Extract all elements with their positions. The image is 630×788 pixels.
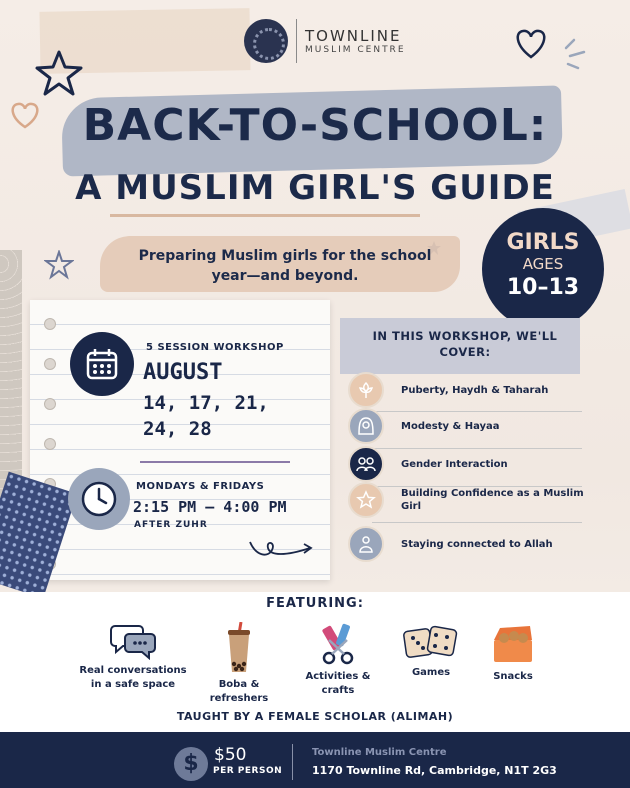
hijab-icon [348, 408, 384, 444]
star-doodle-icon [34, 48, 84, 98]
time-range: 2:15 PM – 4:00 PM [133, 498, 287, 516]
topic-item [348, 408, 588, 444]
people-icon [348, 446, 384, 482]
age-badge [482, 208, 604, 330]
star-icon [348, 482, 384, 518]
footer-divider [292, 744, 293, 780]
session-count: 5 SESSION WORKSHOP [146, 342, 284, 353]
topic-item [348, 372, 588, 408]
topic-item [348, 526, 588, 562]
topic-label: Building Confidence as a Muslim Girl [401, 488, 584, 512]
logo-emblem-icon [244, 19, 288, 63]
feature-item [396, 622, 466, 680]
footer-bar [0, 732, 630, 788]
weekdays: MONDAYS & FRIDAYS [136, 481, 265, 492]
address: 1170 Townline Rd, Cambridge, N1T 2G3 [312, 764, 557, 777]
curly-arrow-icon [246, 532, 316, 560]
month: AUGUST [143, 360, 223, 385]
title-underline [110, 214, 420, 217]
feature-label: Games [411, 667, 451, 678]
snack-box-icon [490, 622, 536, 666]
topic-divider [372, 522, 582, 523]
chat-icon [109, 622, 157, 660]
organization-name: Townline Muslim Centre [312, 747, 447, 758]
badge-age-range: 10–13 [506, 275, 580, 300]
feature-label: Boba & refreshers [209, 679, 269, 704]
logo-subname: MUSLIM CENTRE [305, 45, 406, 55]
praying-icon [348, 526, 384, 562]
logo [244, 19, 406, 63]
feature-label: Real conversations in a safe space [79, 665, 187, 690]
featuring-heading: FEATURING: [266, 596, 364, 611]
after-zuhr: AFTER ZUHR [134, 520, 208, 530]
topic-label: Modesty & Hayaa [401, 420, 500, 432]
badge-girls: GIRLS [506, 230, 580, 255]
logo-name: TOWNLINE [305, 27, 402, 45]
price: $50 [214, 745, 247, 765]
dice-icon [403, 622, 459, 662]
clock-icon [68, 468, 130, 530]
dates-line-2: 24, 28 [143, 418, 212, 440]
calendar-icon [70, 332, 134, 396]
price-unit: PER PERSON [213, 766, 283, 776]
teacher-note: TAUGHT BY A FEMALE SCHOLAR (ALIMAH) [176, 710, 454, 723]
flower-icon [348, 372, 384, 408]
feature-item [78, 622, 188, 692]
title-line-2: A MUSLIM GIRL'S GUIDE [75, 168, 555, 208]
feature-label: Snacks [493, 671, 533, 682]
sparkle-lines-icon [560, 38, 586, 72]
crafts-icon [317, 622, 359, 666]
topic-label: Gender Interaction [401, 458, 508, 470]
logo-divider [296, 19, 297, 63]
feature-item [298, 622, 378, 698]
topic-label: Puberty, Haydh & Taharah [401, 384, 549, 396]
feature-item [204, 622, 274, 706]
feature-label: Activities & crafts [305, 671, 371, 696]
topic-item [348, 446, 588, 482]
schedule-divider [140, 461, 290, 463]
cover-heading: IN THIS WORKSHOP, WE'LL COVER: [372, 329, 558, 359]
badge-ages: AGES [522, 255, 564, 273]
dates-line-1: 14, 17, 21, [143, 392, 269, 414]
topic-label: Staying connected to Allah [401, 538, 553, 550]
heart-doodle-icon [512, 26, 550, 60]
topic-item [348, 482, 588, 518]
title-line-1: BACK-TO-SCHOOL: [82, 100, 548, 151]
feature-item [480, 622, 546, 684]
subtitle: Preparing Muslim girls for the school year—and beyond. [138, 248, 432, 284]
star-doodle-icon [44, 250, 74, 280]
boba-icon [224, 622, 254, 674]
dollar-coin-icon: $ [174, 747, 208, 781]
